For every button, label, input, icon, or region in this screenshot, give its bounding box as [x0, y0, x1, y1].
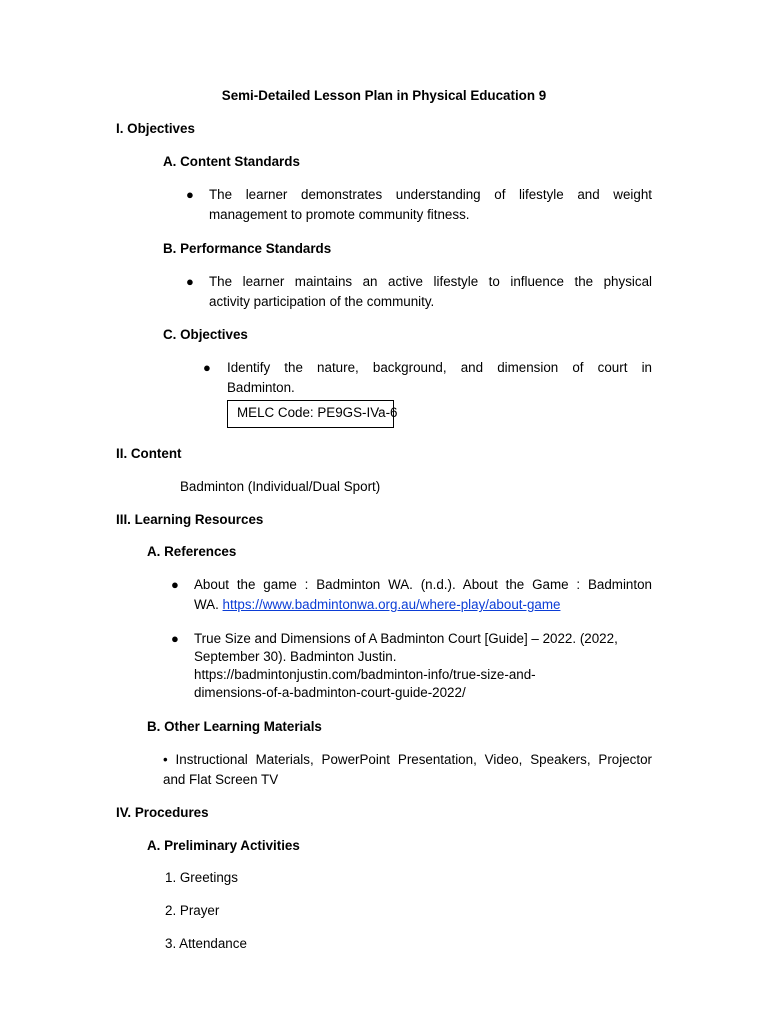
reference-2-line-3: https://badmintonjustin.com/badminton-info/true-size-and-: [194, 667, 536, 682]
reference-2-line-1: True Size and Dimensions of A Badminton Court [Guide] – 2022. (2022,: [194, 631, 618, 646]
content-standards-heading: A. Content Standards: [163, 154, 300, 169]
list-item-prayer: 2. Prayer: [165, 903, 220, 918]
melc-code-label: MELC Code: PE9GS-IVa-6: [237, 405, 398, 420]
section-learning-resources-heading: III. Learning Resources: [116, 512, 264, 527]
bullet-icon: ●: [203, 360, 211, 375]
reference-1-line-2: [194, 597, 560, 612]
reference-2-line-4: dimensions-of-a-badminton-court-guide-2022/: [194, 685, 466, 700]
section-objectives-heading: I. Objectives: [116, 121, 195, 136]
bullet-icon: ●: [171, 631, 179, 646]
preliminary-activities-heading: A. Preliminary Activities: [147, 838, 300, 853]
bullet-icon: ●: [186, 274, 194, 289]
page-title: Semi-Detailed Lesson Plan in Physical Education 9: [221, 88, 547, 103]
list-item-greetings: 1. Greetings: [165, 870, 238, 885]
other-materials-line-1: • Instructional Materials, PowerPoint Presentation, Video, Speakers, Projector: [163, 752, 652, 767]
bullet-icon: ●: [186, 187, 194, 202]
c-objectives-line-2: Badminton.: [227, 380, 295, 395]
other-learning-materials-heading: B. Other Learning Materials: [147, 719, 322, 734]
content-standards-line-1: The learner demonstrates understanding of lifestyle and weight: [209, 187, 652, 202]
performance-standards-heading: B. Performance Standards: [163, 241, 332, 256]
performance-standards-line-1: The learner maintains an active lifestyle to influence the physical: [209, 274, 652, 289]
list-item-attendance: 3. Attendance: [165, 936, 247, 951]
bullet-icon: ●: [171, 577, 179, 592]
section-content-heading: II. Content: [116, 446, 182, 461]
section-procedures-heading: IV. Procedures: [116, 805, 209, 820]
content-standards-line-2: management to promote community fitness.: [209, 207, 470, 222]
reference-1-line-1: About the game : Badminton WA. (n.d.). About the Game : Badminton: [194, 577, 652, 592]
c-objectives-heading: C. Objectives: [163, 327, 248, 342]
references-heading: A. References: [147, 544, 237, 559]
c-objectives-line-1: Identify the nature, background, and dimension of court in: [227, 360, 652, 375]
content-text: Badminton (Individual/Dual Sport): [180, 479, 381, 494]
performance-standards-line-2: activity participation of the community.: [209, 294, 435, 309]
reference-1-prefix: WA.: [194, 597, 219, 612]
reference-1-link[interactable]: https://www.badmintonwa.org.au/where-play/about-game: [222, 597, 561, 612]
reference-2-line-2: September 30). Badminton Justin.: [194, 649, 397, 664]
other-materials-line-2: and Flat Screen TV: [163, 772, 279, 787]
melc-code-box: [227, 400, 398, 428]
